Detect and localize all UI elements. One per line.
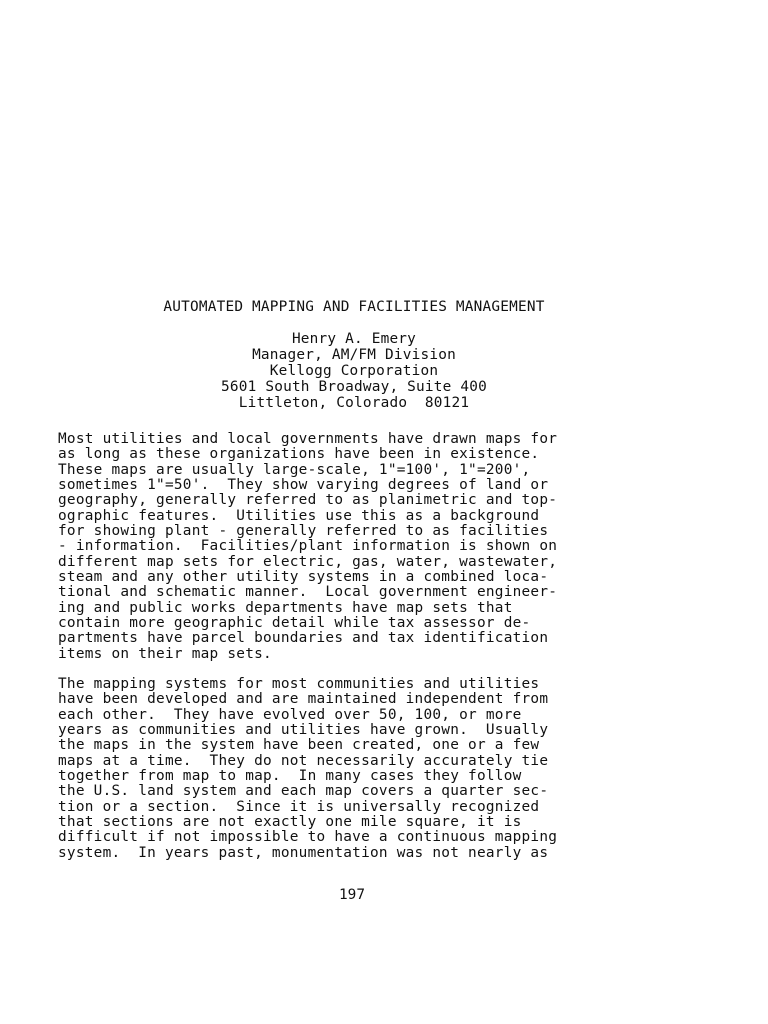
text-line: contain more geographic detail while tax assessor de- [58, 615, 531, 632]
text-line: The mapping systems for most communities and utilities [58, 676, 540, 692]
text-line: have been developed and are maintained independent from [58, 691, 549, 708]
text-line: each other. They have evolved over 50, 100, or more [58, 706, 522, 723]
text-line: ographic features. Utilities use this as a background [58, 507, 540, 524]
text-line: sometimes 1"=50'. They show varying degrees of land or [58, 477, 549, 494]
text-line: different map sets for electric, gas, water, wastewater, [58, 553, 558, 570]
text-line: items on their map sets. [58, 645, 272, 662]
text-line: together from map to map. In many cases they follow [58, 768, 522, 785]
text-line: as long as these organizations have been in existence. [58, 446, 540, 463]
text-line: geography, generally referred to as planimetric and top- [58, 492, 558, 509]
text-line: the U.S. land system and each map covers a quarter sec- [58, 783, 549, 800]
body-paragraph-2 [58, 677, 678, 861]
body-paragraph-1 [58, 432, 678, 662]
text-line: years as communities and utilities have grown. Usually [58, 722, 549, 739]
text-line: maps at a time. They do not necessarily accurately tie [58, 752, 549, 769]
text-line: - information. Facilities/plant information is shown on [58, 538, 558, 555]
text-line: steam and any other utility systems in a combined loca- [58, 569, 549, 586]
text-line: the maps in the system have been created, one or a few [58, 737, 540, 754]
author-position: Manager, AM/FM Division [252, 347, 456, 363]
text-line: tional and schematic manner. Local government engineer- [58, 584, 558, 601]
text-line: These maps are usually large-scale, 1"=100', 1"=200', [58, 461, 531, 478]
author-street-address: 5601 South Broadway, Suite 400 [221, 379, 487, 395]
author-city-state-zip: Littleton, Colorado 80121 [238, 395, 470, 411]
text-line: that sections are not exactly one mile square, it is [58, 814, 522, 831]
paper-title: AUTOMATED MAPPING AND FACILITIES MANAGEMENT [163, 299, 545, 315]
text-line: for showing plant - generally referred to as facilities [58, 523, 549, 540]
text-line: ing and public works departments have map sets that [58, 599, 513, 616]
text-line: Most utilities and local governments have drawn maps for [58, 431, 558, 447]
author-organization: Kellogg Corporation [269, 363, 439, 379]
text-line: tion or a section. Since it is universally recognized [58, 798, 540, 815]
text-line: system. In years past, monumentation was not nearly as [58, 844, 549, 861]
page-number: 197 [339, 887, 365, 903]
author-name: Henry A. Emery [291, 331, 417, 347]
text-line: difficult if not impossible to have a continuous mapping [58, 829, 558, 846]
author-block [0, 331, 708, 411]
text-line: partments have parcel boundaries and tax identification [58, 630, 549, 647]
